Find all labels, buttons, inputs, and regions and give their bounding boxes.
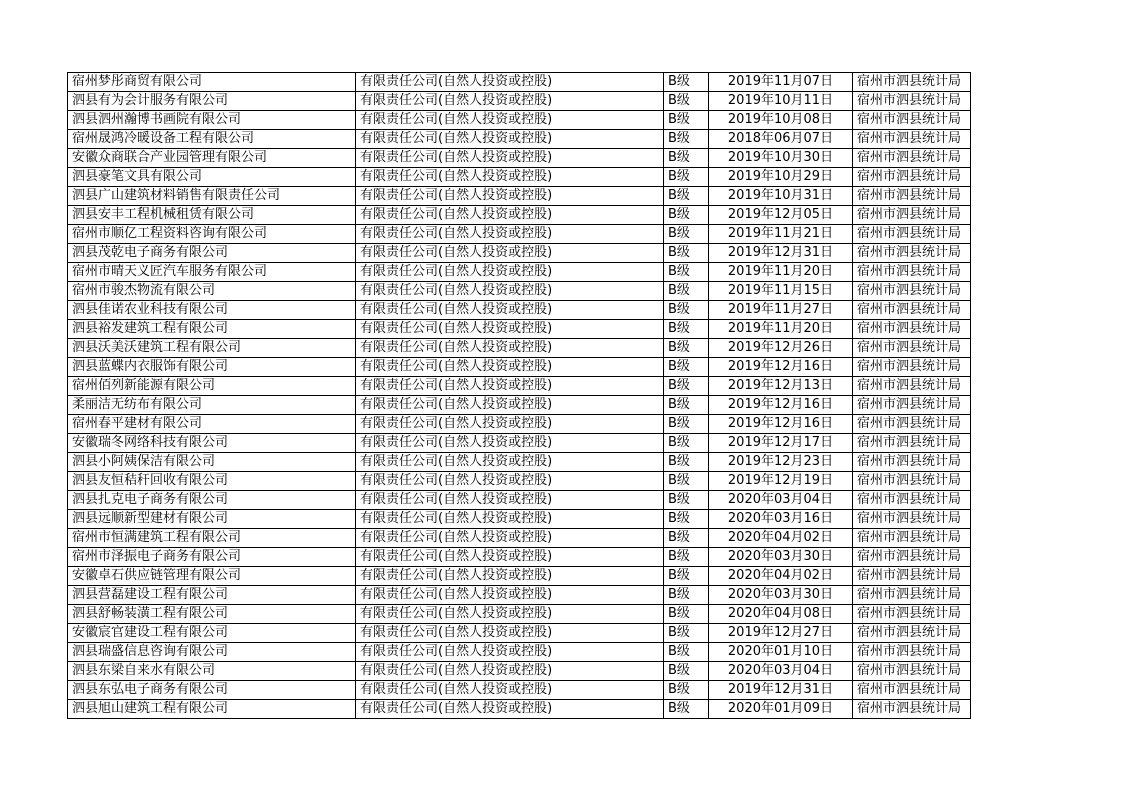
- company-name-cell: 宿州春平建材有限公司: [68, 415, 356, 434]
- grade-cell: B级: [664, 529, 709, 548]
- grade-cell: B级: [664, 491, 709, 510]
- authority-cell: 宿州市泗县统计局: [853, 73, 971, 92]
- company-name-cell: 安徽众商联合产业园管理有限公司: [68, 149, 356, 168]
- company-name-cell: 泗县豪笔文具有限公司: [68, 168, 356, 187]
- grade-cell: B级: [664, 244, 709, 263]
- date-cell: 2020年04月02日: [709, 567, 853, 586]
- company-type-cell: 有限责任公司(自然人投资或控股): [356, 624, 664, 643]
- date-cell: 2019年11月20日: [709, 320, 853, 339]
- grade-cell: B级: [664, 149, 709, 168]
- grade-cell: B级: [664, 377, 709, 396]
- company-type-cell: 有限责任公司(自然人投资或控股): [356, 187, 664, 206]
- date-cell: 2020年03月04日: [709, 662, 853, 681]
- table-row: [68, 244, 971, 263]
- company-name-cell: 柔丽洁无纺布有限公司: [68, 396, 356, 415]
- authority-cell: 宿州市泗县统计局: [853, 529, 971, 548]
- date-cell: 2019年11月07日: [709, 73, 853, 92]
- grade-cell: B级: [664, 643, 709, 662]
- table-row: [68, 225, 971, 244]
- company-name-cell: 泗县裕发建筑工程有限公司: [68, 320, 356, 339]
- grade-cell: B级: [664, 301, 709, 320]
- grade-cell: B级: [664, 415, 709, 434]
- date-cell: 2020年03月16日: [709, 510, 853, 529]
- company-type-cell: 有限责任公司(自然人投资或控股): [356, 149, 664, 168]
- company-name-cell: 泗县有为会计服务有限公司: [68, 92, 356, 111]
- authority-cell: 宿州市泗县统计局: [853, 624, 971, 643]
- company-name-cell: 泗县佳诺农业科技有限公司: [68, 301, 356, 320]
- grade-cell: B级: [664, 510, 709, 529]
- date-cell: 2020年04月02日: [709, 529, 853, 548]
- authority-cell: 宿州市泗县统计局: [853, 282, 971, 301]
- grade-cell: B级: [664, 168, 709, 187]
- grade-cell: B级: [664, 662, 709, 681]
- company-name-cell: 泗县东梁自来水有限公司: [68, 662, 356, 681]
- authority-cell: 宿州市泗县统计局: [853, 358, 971, 377]
- grade-cell: B级: [664, 567, 709, 586]
- grade-cell: B级: [664, 453, 709, 472]
- authority-cell: 宿州市泗县统计局: [853, 187, 971, 206]
- company-type-cell: 有限责任公司(自然人投资或控股): [356, 111, 664, 130]
- authority-cell: 宿州市泗县统计局: [853, 130, 971, 149]
- date-cell: 2020年03月30日: [709, 548, 853, 567]
- grade-cell: B级: [664, 92, 709, 111]
- company-name-cell: 泗县泗州瀚博书画院有限公司: [68, 111, 356, 130]
- grade-cell: B级: [664, 472, 709, 491]
- date-cell: 2020年03月04日: [709, 491, 853, 510]
- company-type-cell: 有限责任公司(自然人投资或控股): [356, 586, 664, 605]
- grade-cell: B级: [664, 282, 709, 301]
- company-name-cell: 泗县舒畅装潢工程有限公司: [68, 605, 356, 624]
- company-type-cell: 有限责任公司(自然人投资或控股): [356, 263, 664, 282]
- table-row: [68, 586, 971, 605]
- table-body: [68, 73, 971, 719]
- authority-cell: 宿州市泗县统计局: [853, 320, 971, 339]
- date-cell: 2019年12月31日: [709, 244, 853, 263]
- company-type-cell: 有限责任公司(自然人投资或控股): [356, 472, 664, 491]
- authority-cell: 宿州市泗县统计局: [853, 244, 971, 263]
- date-cell: 2020年03月30日: [709, 586, 853, 605]
- table-row: [68, 377, 971, 396]
- grade-cell: B级: [664, 434, 709, 453]
- date-cell: 2020年04月08日: [709, 605, 853, 624]
- table-row: [68, 111, 971, 130]
- authority-cell: 宿州市泗县统计局: [853, 510, 971, 529]
- grade-cell: B级: [664, 548, 709, 567]
- company-name-cell: 安徽瑞冬网络科技有限公司: [68, 434, 356, 453]
- company-type-cell: 有限责任公司(自然人投资或控股): [356, 529, 664, 548]
- table-row: [68, 472, 971, 491]
- grade-cell: B级: [664, 586, 709, 605]
- company-type-cell: 有限责任公司(自然人投资或控股): [356, 605, 664, 624]
- company-type-cell: 有限责任公司(自然人投资或控股): [356, 130, 664, 149]
- table-row: [68, 358, 971, 377]
- company-type-cell: 有限责任公司(自然人投资或控股): [356, 225, 664, 244]
- company-type-cell: 有限责任公司(自然人投资或控股): [356, 244, 664, 263]
- company-type-cell: 有限责任公司(自然人投资或控股): [356, 282, 664, 301]
- date-cell: 2019年10月31日: [709, 187, 853, 206]
- grade-cell: B级: [664, 263, 709, 282]
- authority-cell: 宿州市泗县统计局: [853, 681, 971, 700]
- date-cell: 2019年12月16日: [709, 415, 853, 434]
- company-type-cell: 有限责任公司(自然人投资或控股): [356, 339, 664, 358]
- company-name-cell: 宿州梦彤商贸有限公司: [68, 73, 356, 92]
- date-cell: 2019年12月16日: [709, 396, 853, 415]
- company-name-cell: 宿州市骏杰物流有限公司: [68, 282, 356, 301]
- date-cell: 2019年12月17日: [709, 434, 853, 453]
- company-type-cell: 有限责任公司(自然人投资或控股): [356, 434, 664, 453]
- company-type-cell: 有限责任公司(自然人投资或控股): [356, 415, 664, 434]
- company-type-cell: 有限责任公司(自然人投资或控股): [356, 168, 664, 187]
- authority-cell: 宿州市泗县统计局: [853, 377, 971, 396]
- authority-cell: 宿州市泗县统计局: [853, 339, 971, 358]
- company-name-cell: 泗县沃美沃建筑工程有限公司: [68, 339, 356, 358]
- company-name-cell: 宿州佰列新能源有限公司: [68, 377, 356, 396]
- table-row: [68, 301, 971, 320]
- company-type-cell: 有限责任公司(自然人投资或控股): [356, 453, 664, 472]
- date-cell: 2019年10月08日: [709, 111, 853, 130]
- table-row: [68, 130, 971, 149]
- date-cell: 2019年12月31日: [709, 681, 853, 700]
- authority-cell: 宿州市泗县统计局: [853, 491, 971, 510]
- authority-cell: 宿州市泗县统计局: [853, 700, 971, 719]
- grade-cell: B级: [664, 605, 709, 624]
- authority-cell: 宿州市泗县统计局: [853, 206, 971, 225]
- table-row: [68, 491, 971, 510]
- company-name-cell: 宿州市恒满建筑工程有限公司: [68, 529, 356, 548]
- grade-cell: B级: [664, 73, 709, 92]
- company-name-cell: 泗县安丰工程机械租赁有限公司: [68, 206, 356, 225]
- authority-cell: 宿州市泗县统计局: [853, 111, 971, 130]
- grade-cell: B级: [664, 187, 709, 206]
- company-type-cell: 有限责任公司(自然人投资或控股): [356, 396, 664, 415]
- date-cell: 2019年11月15日: [709, 282, 853, 301]
- date-cell: 2019年12月27日: [709, 624, 853, 643]
- company-table: [67, 72, 971, 719]
- table-row: [68, 92, 971, 111]
- table-row: [68, 434, 971, 453]
- date-cell: 2019年10月29日: [709, 168, 853, 187]
- date-cell: 2019年10月11日: [709, 92, 853, 111]
- grade-cell: B级: [664, 396, 709, 415]
- date-cell: 2019年11月27日: [709, 301, 853, 320]
- authority-cell: 宿州市泗县统计局: [853, 415, 971, 434]
- company-type-cell: 有限责任公司(自然人投资或控股): [356, 700, 664, 719]
- company-type-cell: 有限责任公司(自然人投资或控股): [356, 681, 664, 700]
- grade-cell: B级: [664, 206, 709, 225]
- table-row: [68, 206, 971, 225]
- table-row: [68, 73, 971, 92]
- table-row: [68, 605, 971, 624]
- grade-cell: B级: [664, 111, 709, 130]
- grade-cell: B级: [664, 225, 709, 244]
- grade-cell: B级: [664, 358, 709, 377]
- authority-cell: 宿州市泗县统计局: [853, 434, 971, 453]
- table-row: [68, 643, 971, 662]
- authority-cell: 宿州市泗县统计局: [853, 472, 971, 491]
- company-type-cell: 有限责任公司(自然人投资或控股): [356, 206, 664, 225]
- company-name-cell: 宿州市晴天义匠汽车服务有限公司: [68, 263, 356, 282]
- company-type-cell: 有限责任公司(自然人投资或控股): [356, 377, 664, 396]
- company-type-cell: 有限责任公司(自然人投资或控股): [356, 643, 664, 662]
- company-name-cell: 宿州晟鸿冷暖设备工程有限公司: [68, 130, 356, 149]
- authority-cell: 宿州市泗县统计局: [853, 662, 971, 681]
- company-name-cell: 泗县友恒秸秆回收有限公司: [68, 472, 356, 491]
- authority-cell: 宿州市泗县统计局: [853, 548, 971, 567]
- table-row: [68, 453, 971, 472]
- table-row: [68, 662, 971, 681]
- company-name-cell: 安徽宸官建设工程有限公司: [68, 624, 356, 643]
- date-cell: 2019年12月23日: [709, 453, 853, 472]
- grade-cell: B级: [664, 130, 709, 149]
- company-name-cell: 泗县扎克电子商务有限公司: [68, 491, 356, 510]
- date-cell: 2020年01月09日: [709, 700, 853, 719]
- company-name-cell: 泗县远顺新型建材有限公司: [68, 510, 356, 529]
- date-cell: 2019年11月20日: [709, 263, 853, 282]
- grade-cell: B级: [664, 624, 709, 643]
- authority-cell: 宿州市泗县统计局: [853, 605, 971, 624]
- company-type-cell: 有限责任公司(自然人投资或控股): [356, 92, 664, 111]
- company-name-cell: 泗县茂乾电子商务有限公司: [68, 244, 356, 263]
- authority-cell: 宿州市泗县统计局: [853, 643, 971, 662]
- authority-cell: 宿州市泗县统计局: [853, 92, 971, 111]
- table-row: [68, 510, 971, 529]
- company-type-cell: 有限责任公司(自然人投资或控股): [356, 567, 664, 586]
- company-type-cell: 有限责任公司(自然人投资或控股): [356, 662, 664, 681]
- table-row: [68, 700, 971, 719]
- company-name-cell: 宿州市顺亿工程资料咨询有限公司: [68, 225, 356, 244]
- authority-cell: 宿州市泗县统计局: [853, 225, 971, 244]
- table-row: [68, 567, 971, 586]
- table-row: [68, 149, 971, 168]
- table-row: [68, 548, 971, 567]
- grade-cell: B级: [664, 339, 709, 358]
- company-type-cell: 有限责任公司(自然人投资或控股): [356, 548, 664, 567]
- authority-cell: 宿州市泗县统计局: [853, 263, 971, 282]
- company-name-cell: 泗县瑞盛信息咨询有限公司: [68, 643, 356, 662]
- table-row: [68, 168, 971, 187]
- company-name-cell: 泗县东弘电子商务有限公司: [68, 681, 356, 700]
- table-row: [68, 282, 971, 301]
- company-type-cell: 有限责任公司(自然人投资或控股): [356, 358, 664, 377]
- company-name-cell: 宿州市泽振电子商务有限公司: [68, 548, 356, 567]
- table-row: [68, 187, 971, 206]
- table-row: [68, 681, 971, 700]
- date-cell: 2019年12月13日: [709, 377, 853, 396]
- authority-cell: 宿州市泗县统计局: [853, 567, 971, 586]
- authority-cell: 宿州市泗县统计局: [853, 301, 971, 320]
- authority-cell: 宿州市泗县统计局: [853, 586, 971, 605]
- table-row: [68, 396, 971, 415]
- grade-cell: B级: [664, 320, 709, 339]
- company-name-cell: 安徽卓石供应链管理有限公司: [68, 567, 356, 586]
- company-type-cell: 有限责任公司(自然人投资或控股): [356, 320, 664, 339]
- company-type-cell: 有限责任公司(自然人投资或控股): [356, 491, 664, 510]
- grade-cell: B级: [664, 681, 709, 700]
- date-cell: 2019年12月19日: [709, 472, 853, 491]
- company-type-cell: 有限责任公司(自然人投资或控股): [356, 510, 664, 529]
- company-type-cell: 有限责任公司(自然人投资或控股): [356, 301, 664, 320]
- company-name-cell: 泗县营磊建设工程有限公司: [68, 586, 356, 605]
- date-cell: 2019年11月21日: [709, 225, 853, 244]
- table-row: [68, 263, 971, 282]
- company-name-cell: 泗县小阿姨保洁有限公司: [68, 453, 356, 472]
- date-cell: 2018年06月07日: [709, 130, 853, 149]
- date-cell: 2019年12月26日: [709, 339, 853, 358]
- table-row: [68, 624, 971, 643]
- date-cell: 2019年12月05日: [709, 206, 853, 225]
- table-row: [68, 529, 971, 548]
- table-row: [68, 320, 971, 339]
- date-cell: 2019年10月30日: [709, 149, 853, 168]
- date-cell: 2019年12月16日: [709, 358, 853, 377]
- company-name-cell: 泗县广山建筑材料销售有限责任公司: [68, 187, 356, 206]
- table-row: [68, 339, 971, 358]
- company-type-cell: 有限责任公司(自然人投资或控股): [356, 73, 664, 92]
- company-name-cell: 泗县蓝蝶内衣服饰有限公司: [68, 358, 356, 377]
- authority-cell: 宿州市泗县统计局: [853, 453, 971, 472]
- grade-cell: B级: [664, 700, 709, 719]
- table-row: [68, 415, 971, 434]
- authority-cell: 宿州市泗县统计局: [853, 396, 971, 415]
- authority-cell: 宿州市泗县统计局: [853, 168, 971, 187]
- date-cell: 2020年01月10日: [709, 643, 853, 662]
- company-name-cell: 泗县旭山建筑工程有限公司: [68, 700, 356, 719]
- authority-cell: 宿州市泗县统计局: [853, 149, 971, 168]
